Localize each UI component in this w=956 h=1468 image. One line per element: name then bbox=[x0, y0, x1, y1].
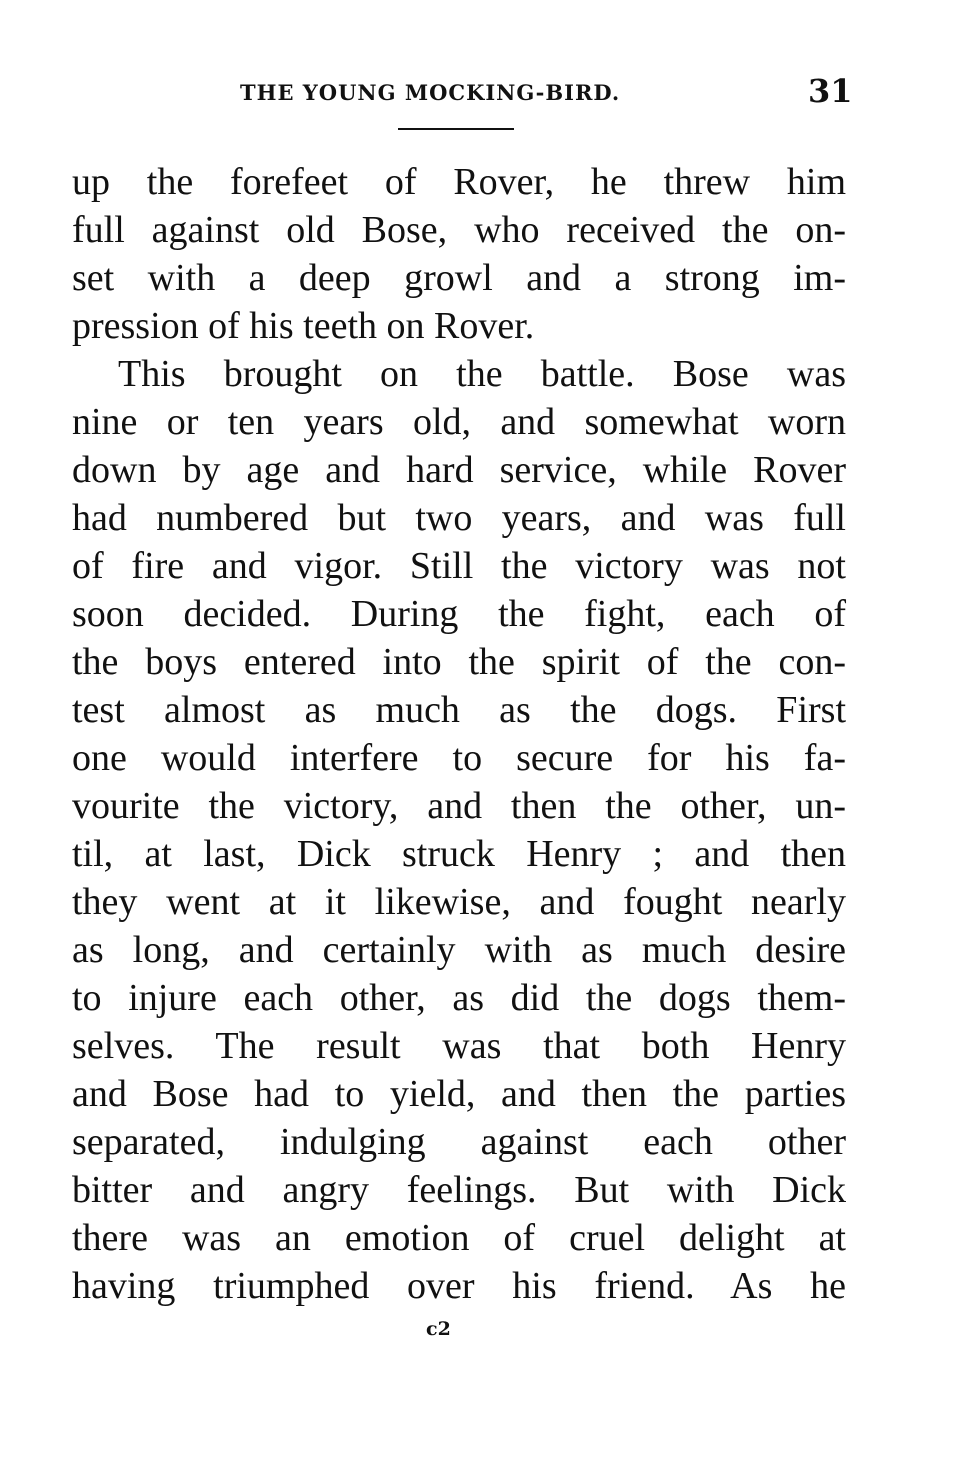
text-line: they went at it likewise, and fought nearly bbox=[72, 881, 846, 923]
text-line: bitter and angry feelings. But with Dick bbox=[72, 1169, 846, 1211]
body-text bbox=[72, 158, 846, 1310]
page-number: 31 bbox=[808, 72, 853, 110]
text-line: full against old Bose, who received the on- bbox=[72, 209, 846, 251]
text-line: the boys entered into the spirit of the con- bbox=[72, 641, 846, 683]
signature-mark: c2 bbox=[426, 1318, 451, 1340]
text-line: nine or ten years old, and somewhat worn bbox=[72, 401, 846, 443]
text-line: of fire and vigor. Still the victory was not bbox=[72, 545, 846, 587]
text-line: up the forefeet of Rover, he threw him bbox=[72, 161, 846, 203]
text-line: there was an emotion of cruel delight at bbox=[72, 1217, 846, 1259]
text-line: as long, and certainly with as much desire bbox=[72, 929, 846, 971]
text-line: til, at last, Dick struck Henry ; and then bbox=[72, 833, 846, 875]
text-line: to injure each other, as did the dogs them- bbox=[72, 977, 846, 1019]
header-rule bbox=[398, 128, 514, 130]
text-line: selves. The result was that both Henry bbox=[72, 1025, 846, 1067]
text-line: soon decided. During the fight, each of bbox=[72, 593, 846, 635]
text-line: set with a deep growl and a strong im- bbox=[72, 257, 846, 299]
text-line: and Bose had to yield, and then the parties bbox=[72, 1073, 846, 1115]
text-line: test almost as much as the dogs. First bbox=[72, 689, 846, 731]
text-line: This brought on the battle. Bose was bbox=[118, 353, 846, 395]
text-line: vourite the victory, and then the other, un- bbox=[72, 785, 846, 827]
text-line: one would interfere to secure for his fa- bbox=[72, 737, 846, 779]
text-line: pression of his teeth on Rover. bbox=[72, 305, 535, 347]
text-line: separated, indulging against each other bbox=[72, 1121, 846, 1163]
text-line: having triumphed over his friend. As he bbox=[72, 1265, 846, 1307]
text-line: had numbered but two years, and was full bbox=[72, 497, 846, 539]
text-line: down by age and hard service, while Rover bbox=[72, 449, 846, 491]
running-title: THE YOUNG MOCKING-BIRD. bbox=[240, 80, 621, 105]
